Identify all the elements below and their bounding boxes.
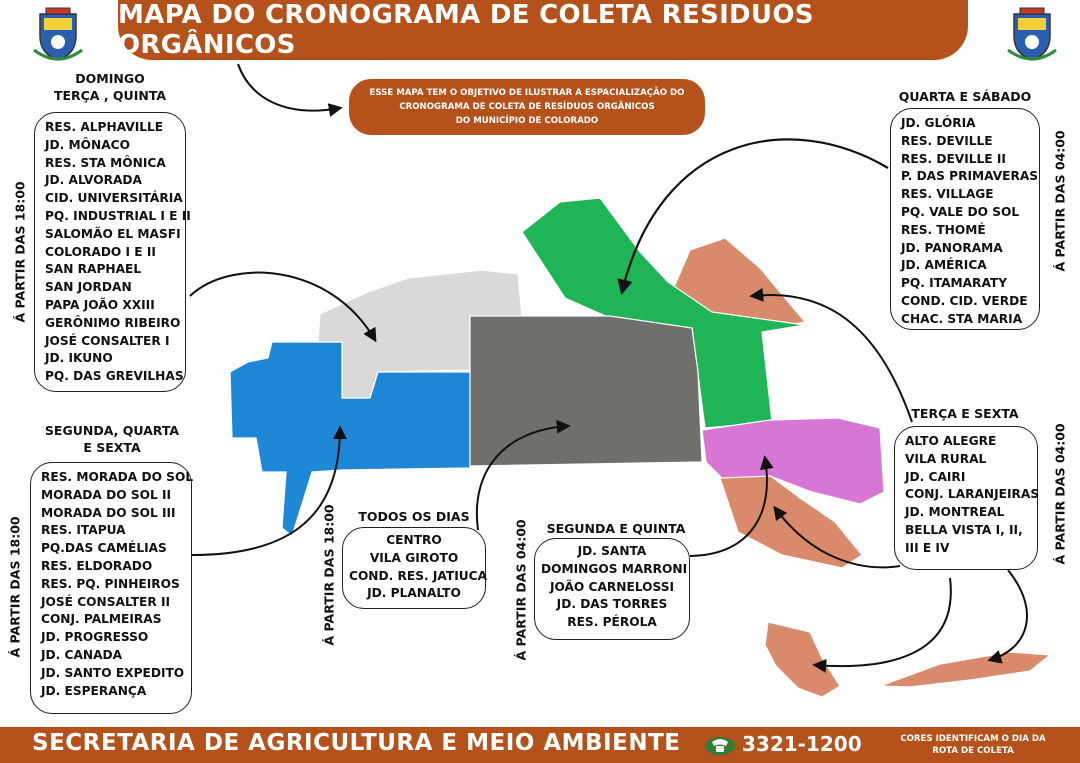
neighborhood-item: DOMINGOS MARRONI bbox=[541, 561, 688, 576]
neighborhood-item: RES. ALPHAVILLE bbox=[45, 120, 164, 134]
neighborhood-item: RES. STA MÔNICA bbox=[45, 155, 166, 170]
zone-green-neighborhood-list bbox=[890, 108, 1040, 330]
neighborhood-item: JD. ESPERANÇA bbox=[41, 683, 147, 698]
day-line: E SEXTA bbox=[83, 440, 141, 455]
neighborhood-item: JD. SANTA bbox=[577, 544, 647, 558]
neighborhood-item: PQ. DAS GREVILHAS bbox=[45, 369, 184, 384]
zone-orange-neighborhood-list bbox=[534, 538, 690, 640]
neighborhood-item: VILA GIROTO bbox=[369, 550, 459, 565]
footer-phone: 3321-1200 bbox=[742, 732, 862, 756]
day-line: SEGUNDA E QUINTA bbox=[546, 521, 686, 536]
neighborhood-item: RES. THOMÉ bbox=[901, 222, 986, 237]
neighborhood-item: III E IV bbox=[905, 540, 950, 555]
purpose-line: ESSE MAPA TEM O OBJETIVO DE ILUSTRAR A ESPACIALIZAÇÃO DO bbox=[369, 88, 685, 98]
purpose-line: CRONOGRAMA DE COLETA DE RESÍDUOS ORGÂNICOS bbox=[399, 102, 655, 112]
neighborhood-item: COND. RES. JATIUCA bbox=[349, 568, 487, 583]
neighborhood-item: SAN RAPHAEL bbox=[45, 262, 142, 277]
note-line: CORES IDENTIFICAM O DIA DA bbox=[900, 734, 1046, 744]
neighborhood-item: JD. PANORAMA bbox=[901, 240, 1003, 255]
neighborhood-item: JOSÉ CONSALTER II bbox=[41, 594, 171, 609]
zone-pink-day bbox=[895, 405, 1035, 422]
neighborhood-item: JD. MÔNACO bbox=[45, 137, 130, 152]
neighborhood-item: MORADA DO SOL III bbox=[41, 505, 176, 520]
day-line: DOMINGO bbox=[75, 71, 145, 86]
day-line: QUARTA E SÁBADO bbox=[898, 89, 1032, 104]
neighborhood-item: RES. DEVILLE II bbox=[901, 151, 1006, 166]
neighborhood-item: JD. PLANALTO bbox=[367, 586, 461, 601]
neighborhood-item: JD. IKUNO bbox=[45, 351, 113, 366]
neighborhood-item: PQ.DAS CAMÉLIAS bbox=[41, 541, 167, 556]
neighborhood-item: RES. MORADA DO SOL bbox=[41, 470, 194, 484]
zone-green-day bbox=[890, 88, 1040, 105]
day-line: TODOS OS DIAS bbox=[358, 509, 470, 524]
neighborhood-item: RES. ITAPUA bbox=[41, 523, 126, 538]
footer-bar bbox=[0, 727, 1080, 763]
neighborhood-item: COLORADO I E II bbox=[45, 244, 156, 259]
map-zone-dark bbox=[470, 316, 702, 466]
zone-orange-day bbox=[536, 520, 696, 537]
neighborhood-item: BELLA VISTA I, II, bbox=[905, 522, 1023, 537]
page-title: MAPA DO CRONOGRAMA DE COLETA RESIDUOS ORGÂNICOS bbox=[118, 0, 968, 60]
neighborhood-item: VILA RURAL bbox=[905, 451, 987, 466]
footer-secretaria: SECRETARIA DE AGRICULTURA E MEIO AMBIENTE bbox=[32, 730, 681, 756]
neighborhood-item: PQ. VALE DO SOL bbox=[901, 204, 1020, 219]
zone-gray-time: Á PARTIR DAS 18:00 bbox=[12, 181, 28, 323]
neighborhood-item: JOSÉ CONSALTER I bbox=[45, 333, 170, 348]
neighborhood-item: P. DAS PRIMAVERAS bbox=[901, 169, 1039, 184]
day-line: TERÇA E SEXTA bbox=[911, 406, 1019, 421]
neighborhood-item: ALTO ALEGRE bbox=[905, 434, 997, 448]
neighborhood-item: JD. SANTO EXPEDITO bbox=[41, 665, 185, 680]
neighborhood-item: PQ. ITAMARATY bbox=[901, 276, 1008, 291]
day-line: SEGUNDA, QUARTA bbox=[44, 423, 180, 438]
neighborhood-item: PQ. INDUSTRIAL I E II bbox=[45, 208, 191, 223]
arrow-title-to-purpose bbox=[238, 64, 340, 111]
map-zone-orange bbox=[765, 622, 840, 697]
neighborhood-item: JD. AMÉRICA bbox=[901, 258, 987, 273]
zone-pink-time: Á PARTIR DAS 04:00 bbox=[1052, 423, 1068, 565]
phone-icon bbox=[704, 734, 736, 756]
day-line: TERÇA , QUINTA bbox=[53, 88, 167, 103]
neighborhood-item: CENTRO bbox=[386, 533, 442, 547]
neighborhood-item: SALOMÃO EL MASFI bbox=[45, 226, 181, 241]
neighborhood-item: CONJ. PALMEIRAS bbox=[41, 612, 162, 627]
zone-pink-neighborhood-list bbox=[894, 426, 1038, 570]
neighborhood-item: PAPA JOÃO XXIII bbox=[45, 297, 155, 312]
neighborhood-item: CID. UNIVERSITÁRIA bbox=[45, 191, 183, 206]
neighborhood-item: RES. VILLAGE bbox=[901, 187, 994, 202]
neighborhood-item: CONJ. LARANJEIRAS bbox=[905, 487, 1040, 502]
neighborhood-item: RES. ELDORADO bbox=[41, 558, 153, 573]
zone-dark-time: Á PARTIR DAS 18:00 bbox=[321, 504, 337, 646]
zone-blue-time: Á PARTIR DAS 18:00 bbox=[7, 516, 23, 658]
neighborhood-item: MORADA DO SOL II bbox=[41, 487, 172, 502]
zone-green-time: Á PARTIR DAS 04:00 bbox=[1052, 130, 1068, 272]
neighborhood-item: JOÃO CARNELOSSI bbox=[549, 579, 675, 594]
note-line: ROTA DE COLETA bbox=[932, 746, 1014, 756]
zone-dark-day bbox=[348, 508, 480, 525]
neighborhood-item: GERÔNIMO RIBEIRO bbox=[45, 315, 181, 330]
footer-color-note bbox=[888, 733, 1058, 757]
neighborhood-item: JD. GLÓRIA bbox=[901, 116, 976, 130]
arrow-pink-box-to-bottom-orange bbox=[815, 578, 951, 666]
neighborhood-item: CHAC. STA MARIA bbox=[901, 311, 1023, 326]
purpose-line: DO MUNICÍPIO DE COLORADO bbox=[455, 116, 599, 126]
neighborhood-item: JD. CAIRI bbox=[905, 469, 966, 484]
zone-gray-neighborhood-list bbox=[34, 112, 191, 392]
neighborhood-item: SAN JORDAN bbox=[45, 280, 132, 295]
neighborhood-item: JD. PROGRESSO bbox=[41, 630, 149, 645]
zone-orange-time: Á PARTIR DAS 04:00 bbox=[513, 519, 529, 661]
neighborhood-item: RES. PÉROLA bbox=[567, 615, 657, 630]
zone-blue-neighborhood-list bbox=[30, 462, 192, 714]
arrow-pink-box-to-far-orange bbox=[990, 570, 1027, 660]
zone-dark-neighborhood-list bbox=[342, 527, 486, 609]
neighborhood-item: RES. PQ. PINHEIROS bbox=[41, 576, 180, 591]
zone-blue-day bbox=[32, 422, 192, 456]
neighborhood-item: JD. MONTREAL bbox=[905, 505, 1005, 520]
neighborhood-item: JD. CANADA bbox=[41, 647, 123, 662]
zone-gray-day bbox=[40, 70, 180, 104]
neighborhood-item: JD. DAS TORRES bbox=[556, 597, 668, 612]
neighborhood-item: COND. CID. VERDE bbox=[901, 293, 1028, 308]
neighborhood-item: JD. ALVORADA bbox=[45, 173, 142, 188]
neighborhood-item: RES. DEVILLE bbox=[901, 133, 993, 148]
